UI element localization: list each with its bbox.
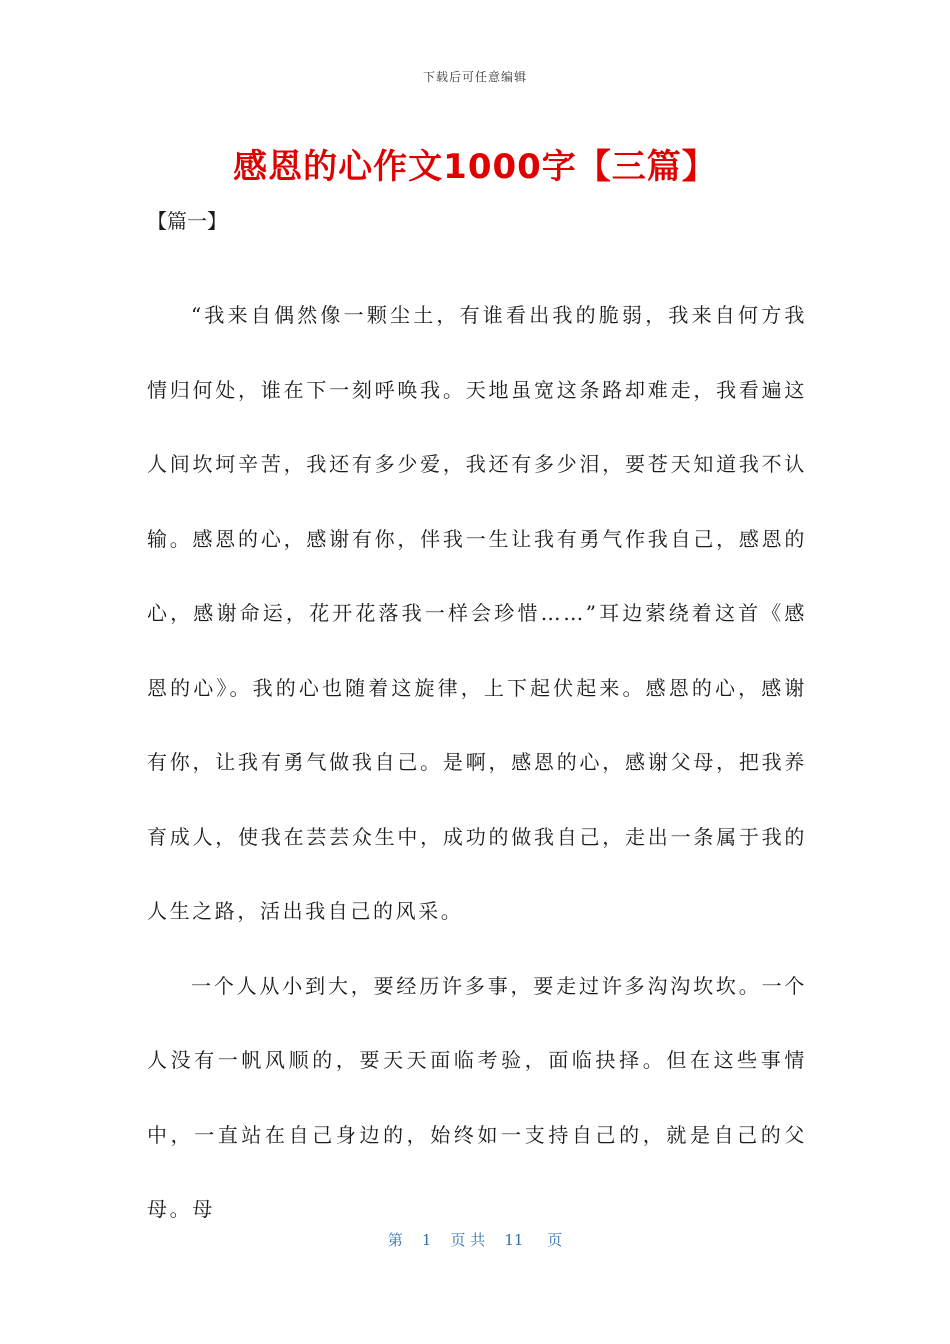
- paragraph: “我来自偶然像一颗尘土，有谁看出我的脆弱，我来自何方我情归何处，谁在下一刻呼唤我。天地虽宽这条路却难走，我看遍这人间坎坷辛苦，我还有多少爱，我还有多少泪，要苍天知道我不认输。感恩的心，感谢有你，伴我一生让我有勇气作我自己，感恩的心，感谢命运，花开花落我一样会珍惜……”耳边萦绕着这首《感恩的心》。我的心也随着这旋律，上下起伏起来。感恩的心，感谢有你，让我有勇气做我自己。是啊，感恩的心，感谢父母，把我养育成人，使我在芸芸众生中，成功的做我自己，走出一条属于我的人生之路，活出我自己的风采。: [147, 303, 807, 923]
- footer-total-pages: 11: [504, 1231, 524, 1249]
- footer-prefix: 第: [387, 1231, 403, 1249]
- footer-suffix: 页: [547, 1231, 563, 1249]
- footer-middle: 页 共: [450, 1231, 486, 1249]
- footer-current-page: 1: [421, 1231, 432, 1249]
- section-heading: 【篇一】: [147, 209, 227, 233]
- paragraph: 一个人从小到大，要经历许多事，要走过许多沟沟坎坎。一个人没有一帆风顺的，要天天面临考验，面临抉择。但在这些事情中，一直站在自己身边的，始终如一支持自己的，就是自己的父母。母: [147, 973, 807, 1221]
- page-footer: [0, 1229, 950, 1250]
- header-note: 下载后可任意编辑: [422, 70, 527, 84]
- document-body: [147, 278, 807, 1247]
- document-title: 感恩的心作文1000字【三篇】: [233, 147, 717, 187]
